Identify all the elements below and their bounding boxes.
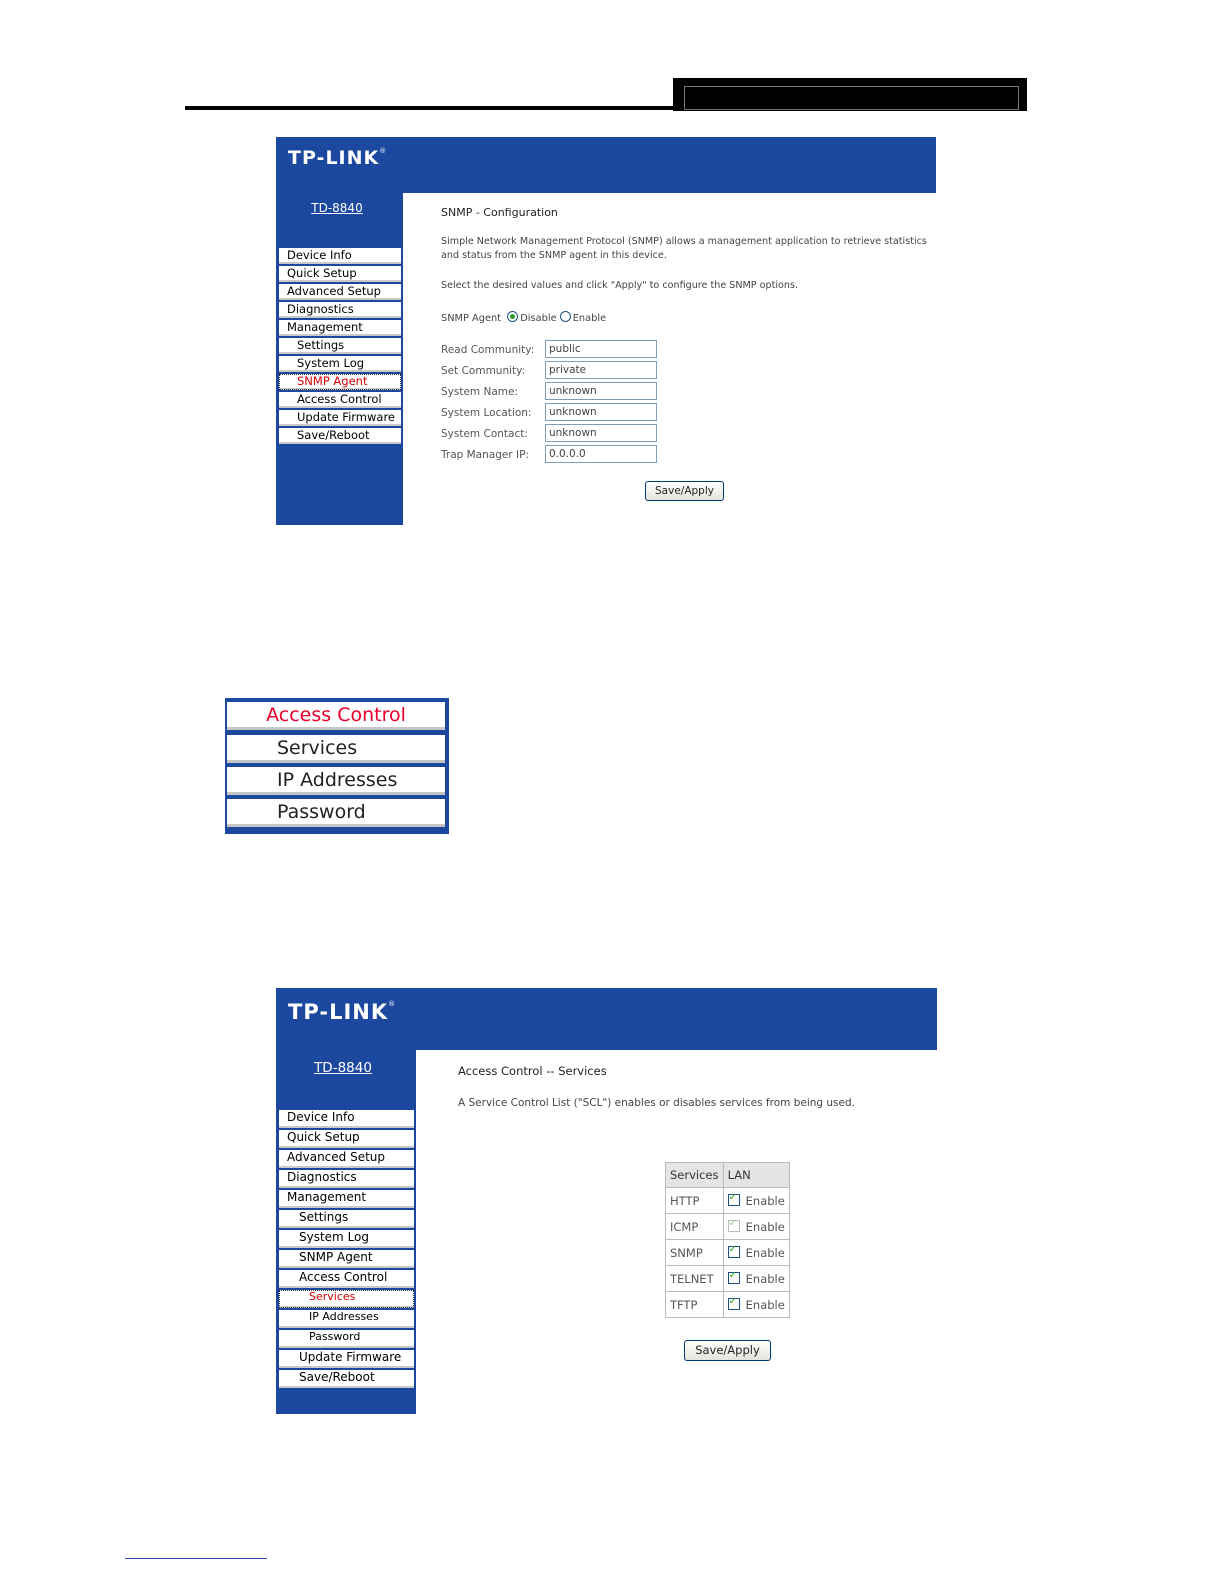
service-name: SNMP xyxy=(666,1240,724,1266)
header-rule xyxy=(185,106,675,110)
radio-disable-label: Disable xyxy=(520,313,557,324)
sidebar-menu xyxy=(279,248,401,446)
description-line-1: Simple Network Management Protocol (SNMP) allows a management application to retrieve statistics xyxy=(441,236,927,247)
menu-snmp-agent[interactable]: SNMP Agent xyxy=(279,1250,414,1268)
checkbox-icon[interactable] xyxy=(728,1298,740,1310)
services-table xyxy=(665,1162,790,1318)
footer-rule xyxy=(125,1558,267,1559)
system-contact-input[interactable]: unknown xyxy=(545,424,657,442)
menu-snmp-agent[interactable]: SNMP Agent xyxy=(279,374,401,390)
service-name: HTTP xyxy=(666,1188,724,1214)
trap-manager-input[interactable]: 0.0.0.0 xyxy=(545,445,657,463)
model-name: TD-8840 xyxy=(314,1060,372,1076)
service-toggle xyxy=(723,1266,789,1292)
description-line-2: and status from the SNMP agent in this device. xyxy=(441,250,667,261)
trap-manager-label: Trap Manager IP: xyxy=(441,449,529,461)
menu-quick-setup[interactable]: Quick Setup xyxy=(279,266,401,282)
menu-quick-setup[interactable]: Quick Setup xyxy=(279,1130,414,1148)
menu-password[interactable]: Password xyxy=(279,1330,414,1348)
menu-advanced-setup[interactable]: Advanced Setup xyxy=(279,284,401,300)
header-services: Services xyxy=(666,1163,724,1188)
services-screenshot xyxy=(276,988,937,1414)
access-menu-access-control[interactable]: Access Control xyxy=(227,702,445,730)
menu-ip-addresses[interactable]: IP Addresses xyxy=(279,1310,414,1328)
menu-system-log[interactable]: System Log xyxy=(279,356,401,372)
table-row xyxy=(666,1188,790,1214)
snmp-screenshot xyxy=(276,137,936,525)
read-community-label: Read Community: xyxy=(441,344,535,356)
checkbox-icon[interactable] xyxy=(728,1194,740,1206)
table-row xyxy=(666,1292,790,1318)
checkbox-icon xyxy=(728,1220,740,1232)
read-community-input[interactable]: public xyxy=(545,340,657,358)
enable-label: Enable xyxy=(745,1297,785,1312)
menu-update-firmware[interactable]: Update Firmware xyxy=(279,410,401,426)
header-box-frame xyxy=(684,86,1019,110)
service-toggle xyxy=(723,1240,789,1266)
tp-link-logo: TP-LINK® xyxy=(288,147,388,169)
access-menu-ip-addresses[interactable]: IP Addresses xyxy=(227,767,445,795)
header-lan: LAN xyxy=(723,1163,789,1188)
menu-management[interactable]: Management xyxy=(279,1190,414,1208)
access-menu-password[interactable]: Password xyxy=(227,799,445,827)
menu-advanced-setup[interactable]: Advanced Setup xyxy=(279,1150,414,1168)
menu-update-firmware[interactable]: Update Firmware xyxy=(279,1350,414,1368)
menu-services[interactable]: Services xyxy=(279,1290,414,1308)
system-location-input[interactable]: unknown xyxy=(545,403,657,421)
system-name-label: System Name: xyxy=(441,386,519,398)
service-name: TFTP xyxy=(666,1292,724,1318)
enable-label: Enable xyxy=(745,1271,785,1286)
menu-settings[interactable]: Settings xyxy=(279,338,401,354)
menu-diagnostics[interactable]: Diagnostics xyxy=(279,302,401,318)
instruction-text: Select the desired values and click "Apply" to configure the SNMP options. xyxy=(441,280,799,291)
table-row xyxy=(666,1266,790,1292)
set-community-input[interactable]: private xyxy=(545,361,657,379)
table-header-row xyxy=(666,1163,790,1188)
table-row xyxy=(666,1214,790,1240)
enable-label: Enable xyxy=(745,1245,785,1260)
menu-device-info[interactable]: Device Info xyxy=(279,248,401,264)
checkbox-icon[interactable] xyxy=(728,1272,740,1284)
system-name-input[interactable]: unknown xyxy=(545,382,657,400)
enable-label: Enable xyxy=(745,1193,785,1208)
service-name: TELNET xyxy=(666,1266,724,1292)
service-name: ICMP xyxy=(666,1214,724,1240)
radio-enable[interactable] xyxy=(560,311,571,322)
page-title: SNMP - Configuration xyxy=(441,206,558,219)
checkbox-icon[interactable] xyxy=(728,1246,740,1258)
save-apply-button[interactable]: Save/Apply xyxy=(684,1340,771,1361)
snmp-agent-label: SNMP Agent xyxy=(441,313,502,324)
description: A Service Control List ("SCL") enables or disables services from being used. xyxy=(458,1097,855,1109)
enable-label: Enable xyxy=(745,1219,785,1234)
access-control-menu xyxy=(225,698,449,834)
service-toggle xyxy=(723,1292,789,1318)
menu-device-info[interactable]: Device Info xyxy=(279,1110,414,1128)
system-location-label: System Location: xyxy=(441,407,532,419)
menu-save-reboot[interactable]: Save/Reboot xyxy=(279,428,401,444)
menu-management[interactable]: Management xyxy=(279,320,401,336)
set-community-label: Set Community: xyxy=(441,365,526,377)
system-contact-label: System Contact: xyxy=(441,428,528,440)
page-title: Access Control -- Services xyxy=(458,1064,607,1078)
menu-system-log[interactable]: System Log xyxy=(279,1230,414,1248)
menu-settings[interactable]: Settings xyxy=(279,1210,414,1228)
tp-link-logo: TP-LINK® xyxy=(288,1000,397,1024)
service-toggle xyxy=(723,1214,789,1240)
menu-access-control[interactable]: Access Control xyxy=(279,392,401,408)
menu-save-reboot[interactable]: Save/Reboot xyxy=(279,1370,414,1388)
service-toggle xyxy=(723,1188,789,1214)
table-row xyxy=(666,1240,790,1266)
menu-diagnostics[interactable]: Diagnostics xyxy=(279,1170,414,1188)
radio-disable[interactable] xyxy=(507,311,518,322)
radio-enable-label: Enable xyxy=(572,313,607,324)
menu-access-control[interactable]: Access Control xyxy=(279,1270,414,1288)
model-name: TD-8840 xyxy=(311,201,363,215)
access-menu-services[interactable]: Services xyxy=(227,735,445,763)
save-apply-button[interactable]: Save/Apply xyxy=(645,481,724,501)
snmp-agent-row xyxy=(441,311,606,324)
sidebar-menu xyxy=(279,1110,414,1390)
